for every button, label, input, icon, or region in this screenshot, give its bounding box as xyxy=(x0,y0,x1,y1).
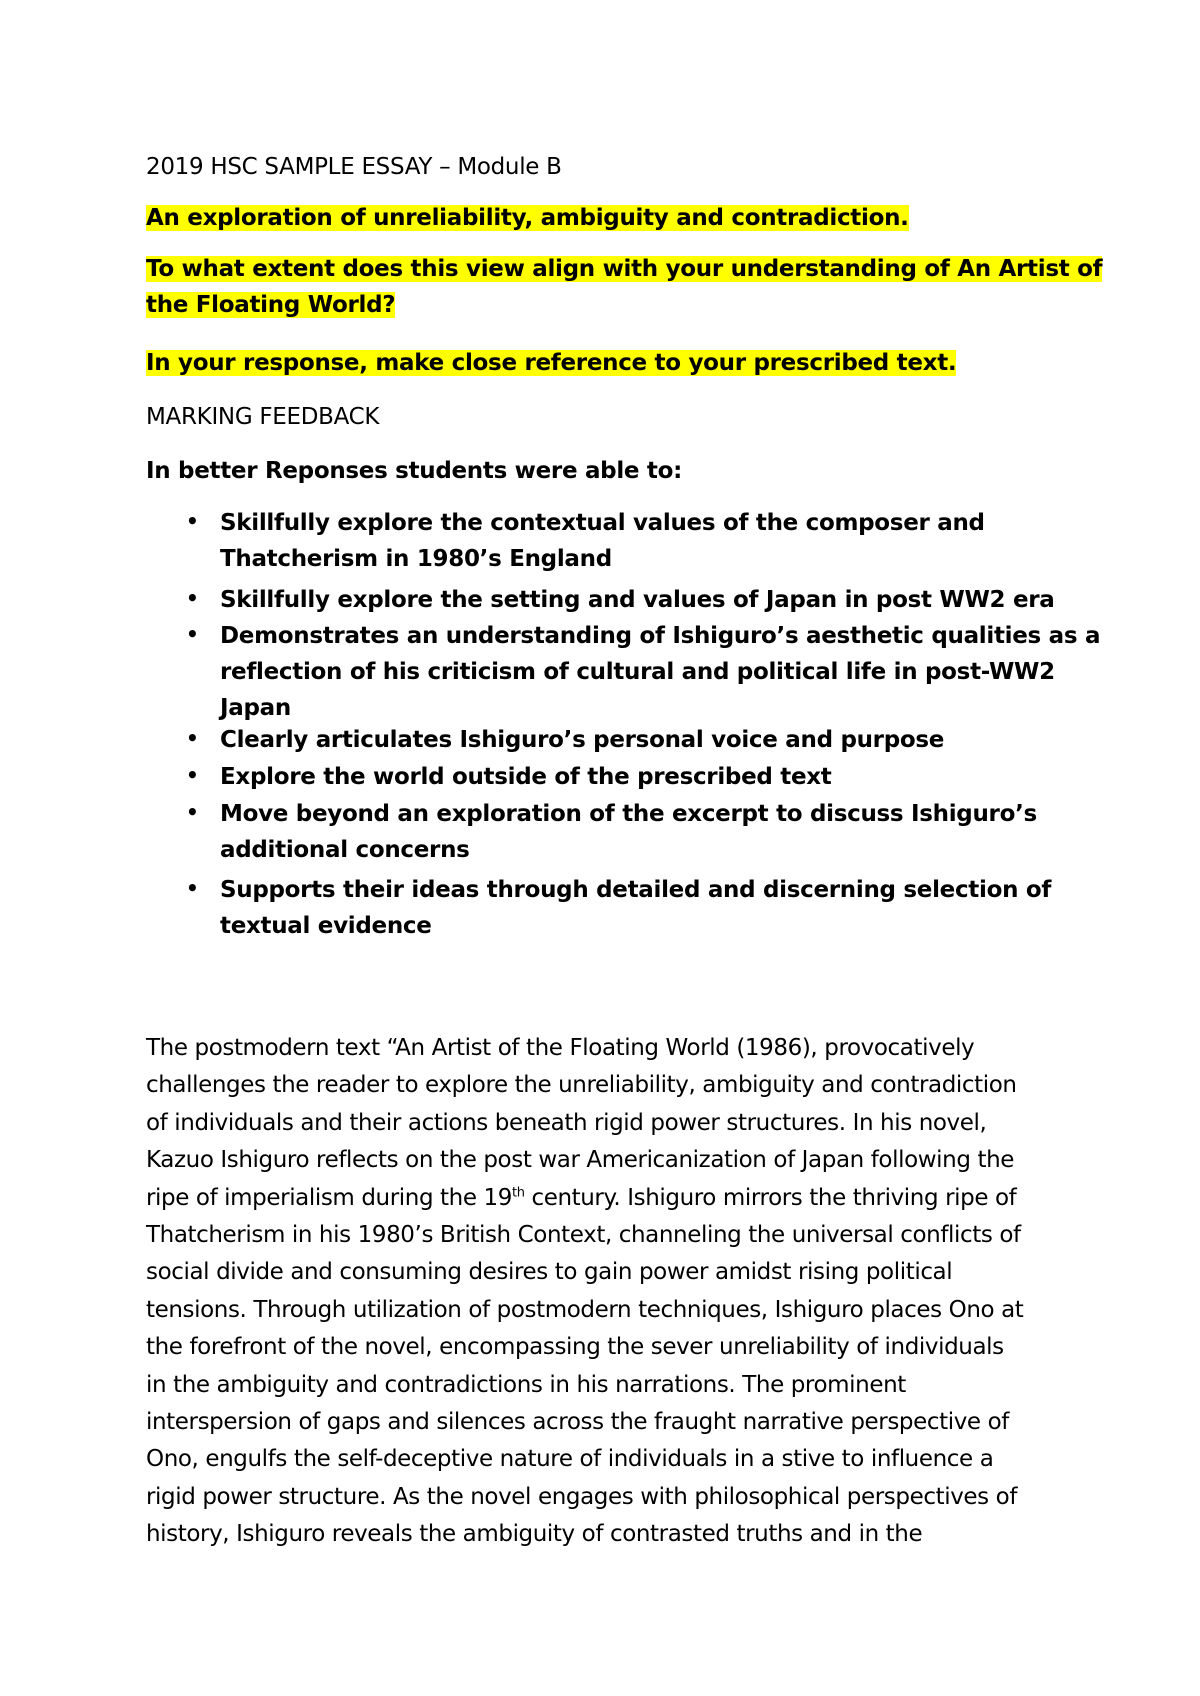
essay-line: in the ambiguity and contradictions in his narrations. The prominent xyxy=(146,1371,906,1398)
bullet-text: Skillfully explore the setting and values of Japan in post WW2 era xyxy=(220,587,1055,613)
essay-line: The postmodern text “An Artist of the Floating World (1986), provocatively xyxy=(146,1035,975,1061)
essay-line: social divide and consuming desires to gain power amidst rising political xyxy=(146,1259,953,1286)
bullet-dot-icon: • xyxy=(186,622,199,646)
essay-line: Thatcherism in his 1980’s British Context, channeling the universal conflicts of xyxy=(146,1222,1021,1248)
essay-line: challenges the reader to explore the unreliability, ambiguity and contradiction xyxy=(146,1072,1017,1099)
essay-title: 2019 HSC SAMPLE ESSAY – Module B xyxy=(146,154,562,180)
bullet-dot-icon: • xyxy=(186,763,199,787)
bullet-text: Explore the world outside of the prescribed text xyxy=(220,764,832,790)
bullet-text: Thatcherism in 1980’s England xyxy=(220,546,612,572)
essay-line: history, Ishiguro reveals the ambiguity of contrasted truths and in the xyxy=(146,1521,923,1548)
essay-line: interspersion of gaps and silences across the fraught narrative perspective of xyxy=(146,1409,1009,1435)
bullet-text: reflection of his criticism of cultural and political life in post-WW2 xyxy=(220,659,1055,685)
essay-line: the forefront of the novel, encompassing the sever unreliability of individuals xyxy=(146,1334,1004,1361)
bullet-text: Supports their ideas through detailed and discerning selection of xyxy=(220,877,1052,903)
bullet-text: Move beyond an exploration of the excerpt to discuss Ishiguro’s xyxy=(220,801,1037,827)
essay-line-text: ripe of imperialism during the 19 xyxy=(146,1184,512,1211)
bullet-text: textual evidence xyxy=(220,913,432,939)
question-line-1 xyxy=(146,201,909,235)
question-highlight-1: An exploration of unreliability, ambiguity and contradiction. xyxy=(146,205,909,231)
bullet-dot-icon: • xyxy=(186,509,199,533)
question-highlight-2a: To what extent does this view align with your understanding of An Artist of xyxy=(146,256,1103,282)
essay-line xyxy=(146,1180,1016,1217)
essay-line: Kazuo Ishiguro reflects on the post war Americanization of Japan following the xyxy=(146,1147,1014,1174)
bullet-text: Clearly articulates Ishiguro’s personal voice and purpose xyxy=(220,727,945,753)
essay-line: Ono, engulfs the self-deceptive nature of individuals in a stive to influence a xyxy=(146,1446,994,1473)
superscript-th: th xyxy=(512,1184,525,1200)
essay-line: rigid power structure. As the novel engages with philosophical perspectives of xyxy=(146,1483,1018,1510)
feedback-intro: In better Reponses students were able to: xyxy=(146,458,683,484)
question-line-2a xyxy=(146,252,1102,286)
bullet-dot-icon: • xyxy=(186,800,199,824)
bullet-dot-icon: • xyxy=(186,876,199,900)
question-line-2b xyxy=(146,288,395,322)
essay-line: of individuals and their actions beneath rigid power structures. In his novel, xyxy=(146,1109,987,1136)
feedback-heading: MARKING FEEDBACK xyxy=(146,404,380,430)
bullet-text: Demonstrates an understanding of Ishiguro’s aesthetic qualities as a xyxy=(220,623,1101,649)
essay-line-rest: century. Ishiguro mirrors the thriving ripe of xyxy=(524,1184,1017,1211)
question-highlight-2b: the Floating World? xyxy=(146,292,396,318)
question-highlight-3: In your response, make close reference to your prescribed text. xyxy=(146,350,957,376)
bullet-text: Skillfully explore the contextual values of the composer and xyxy=(220,510,985,536)
bullet-dot-icon: • xyxy=(186,586,199,610)
bullet-text: additional concerns xyxy=(220,837,470,863)
essay-line: tensions. Through utilization of postmodern techniques, Ishiguro places Ono at xyxy=(146,1296,1024,1323)
question-line-3 xyxy=(146,346,956,380)
bullet-dot-icon: • xyxy=(186,726,199,750)
bullet-text: Japan xyxy=(220,695,291,721)
